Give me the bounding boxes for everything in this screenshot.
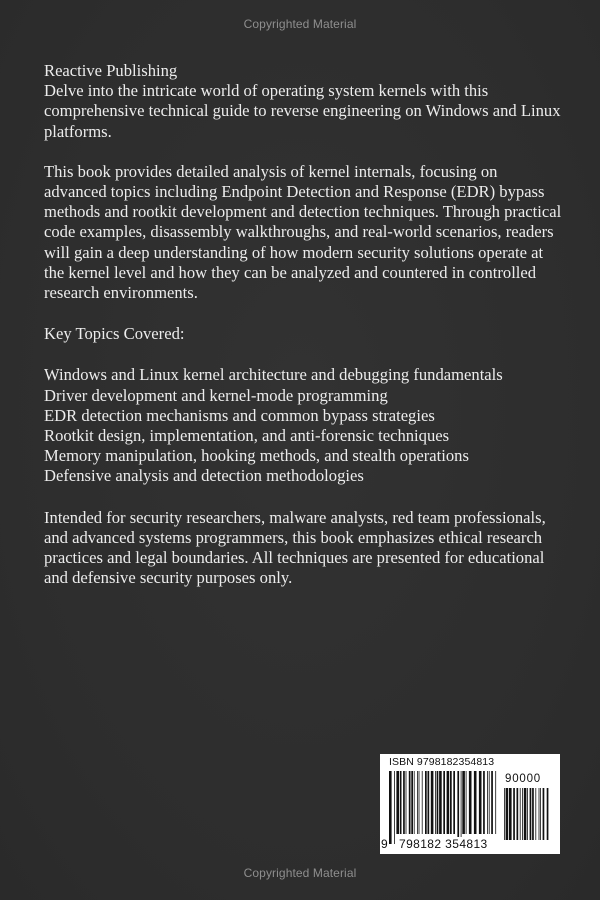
barcode-bar (419, 771, 420, 834)
watermark-bottom: Copyrighted Material (243, 866, 357, 880)
barcode-lead-digit: 9 (381, 837, 388, 851)
barcode-bar (461, 771, 462, 844)
barcode-bar (453, 771, 455, 834)
barcode-bar (409, 771, 411, 834)
price-code: 90000 (505, 773, 541, 785)
barcode-bar (540, 788, 541, 840)
barcode-bar (532, 788, 534, 840)
barcode-bar (447, 771, 450, 834)
closing-paragraph: Intended for security researchers, malware analysts, red team professionals, and advanced systems programmers, this book emphasizes ethical research practices and legal boundaries. All techniques are presented for educational and defensive security purposes only. (44, 507, 546, 588)
barcode-bar (431, 771, 434, 834)
barcode-bar (527, 788, 528, 840)
barcode-bar (406, 771, 407, 834)
barcode-bar (535, 788, 536, 840)
barcode-digits: 798182 354813 (397, 837, 503, 851)
barcode-bar (437, 771, 439, 834)
description-paragraph: This book provides detailed analysis of kernel internals, focusing on advanced topics including Endpoint Detection and Response (EDR) bypass methods and rootkit development and detection techniques. Through practical code examples, disassembly walkthroughs, and real-world scenarios, readers will gain a deep understanding of how modern security solutions operate at the kernel level and how they can be analyzed and countered in controlled research environments. (44, 161, 562, 303)
topic-item: Windows and Linux kernel architecture and debugging fundamentals (44, 365, 503, 385)
barcode-bar (517, 788, 519, 840)
barcode-bar (522, 788, 523, 840)
topic-item: EDR detection mechanisms and common bypass strategies (44, 405, 435, 425)
barcode-bar (469, 771, 472, 834)
barcode-bar (450, 771, 452, 834)
barcode-bar (428, 771, 430, 834)
barcode-bar (443, 771, 445, 834)
intro-paragraph: Delve into the intricate world of operating system kernels with this comprehensive technical guide to reverse engineering on Windows and Linux platforms. (44, 81, 561, 141)
barcode-bar (479, 771, 482, 834)
barcode-bar (513, 788, 515, 840)
barcode-bar (487, 771, 488, 834)
barcode-bar (524, 788, 527, 840)
publisher-name: Reactive Publishing (44, 61, 178, 80)
topics-list (44, 365, 564, 486)
isbn-barcode (380, 754, 560, 854)
barcode-bar (539, 788, 540, 840)
topic-item: Driver development and kernel-mode programming (44, 385, 388, 405)
barcode-bar (530, 788, 532, 840)
barcode-bar (547, 788, 549, 840)
barcode-bar (489, 771, 490, 834)
barcode-bar (435, 771, 436, 834)
barcode-bar (495, 771, 496, 834)
barcode-bar (425, 771, 427, 834)
barcode-bar (491, 771, 493, 834)
barcode-bar (520, 788, 521, 840)
watermark-top: Copyrighted Material (243, 17, 357, 31)
barcode-bar (394, 771, 395, 844)
topic-item: Rootkit design, implementation, and anti-forensic techniques (44, 426, 450, 446)
barcode-bar (504, 788, 505, 840)
barcode-bar (462, 771, 465, 834)
back-cover-text (44, 61, 564, 588)
barcode-bar (457, 771, 459, 844)
isbn-label: ISBN 9798182354813 (389, 756, 495, 768)
topic-item: Memory manipulation, hooking methods, and stealth operations (44, 446, 469, 466)
barcode-bar (483, 771, 485, 834)
barcode-bar (414, 771, 415, 834)
barcode-main-bars (389, 771, 501, 844)
barcode-bar (417, 771, 418, 834)
barcode-bar (466, 771, 467, 834)
barcode-addon-bars (504, 788, 552, 850)
barcode-bar (403, 771, 405, 834)
barcode-bar (422, 771, 423, 834)
barcode-bar (400, 771, 402, 834)
barcode-bar (543, 788, 545, 840)
topic-item: Defensive analysis and detection methodologies (44, 466, 364, 486)
barcode-bar (506, 788, 509, 840)
barcode-bar (389, 771, 392, 844)
topics-heading: Key Topics Covered: (44, 324, 185, 344)
barcode-bar (411, 771, 413, 834)
barcode-bar (509, 788, 512, 840)
barcode-bar (439, 771, 442, 834)
barcode-bar (474, 771, 477, 834)
barcode-bar (396, 771, 399, 834)
